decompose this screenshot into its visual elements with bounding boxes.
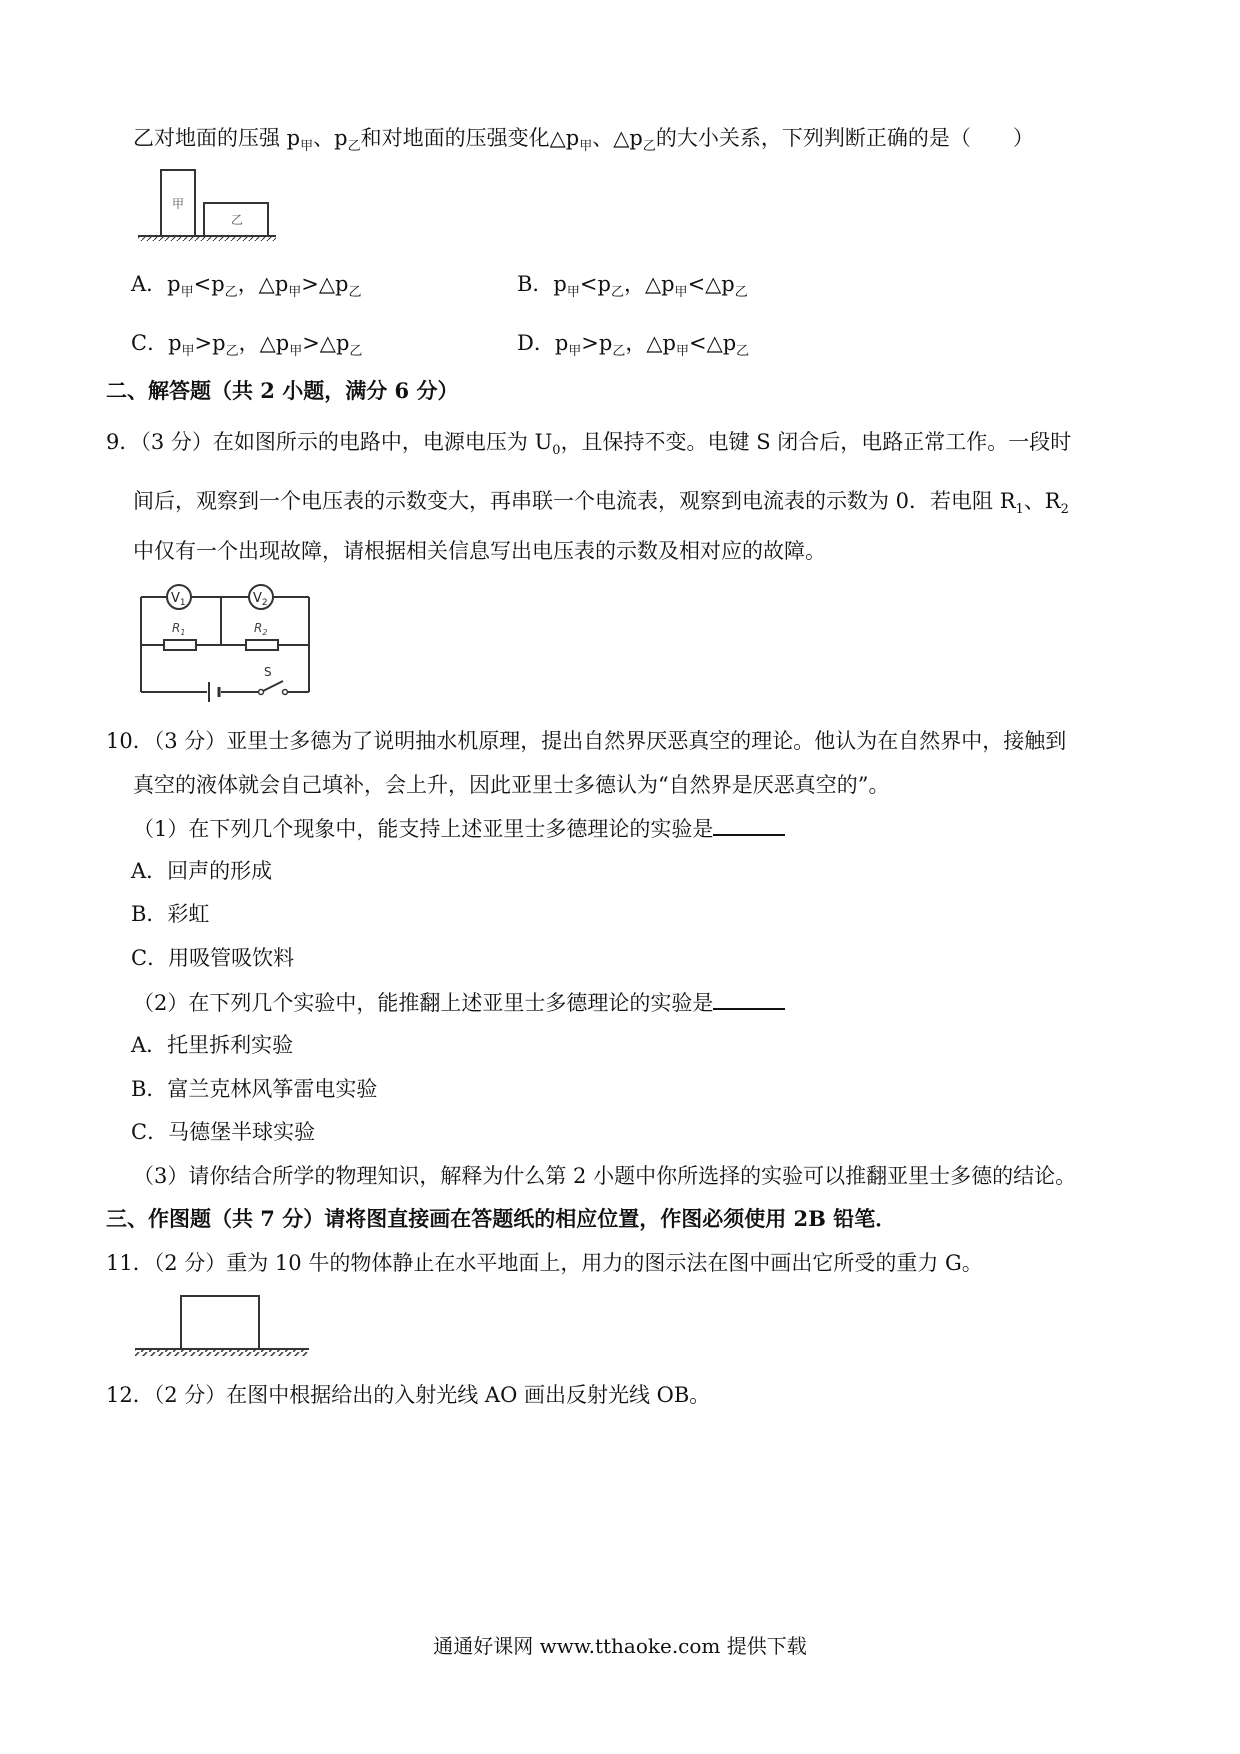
r1-sub: 1 — [180, 628, 186, 637]
r2-label: R — [254, 621, 263, 635]
switch-blade — [263, 681, 283, 691]
q10-sub3-question: （3）请你结合所学的物理知识，解释为什么第 2 小题中你所选择的实验可以推翻亚里士多德的结论。 — [133, 1164, 1077, 1188]
q10-sub2-answer-blank — [713, 988, 785, 1010]
block-jia-label: 甲 — [172, 197, 185, 211]
q8-blocks-figure — [136, 168, 316, 258]
page-footer: 通通好课网 www.tthaoke.com 提供下载 — [433, 1634, 807, 1658]
switch-label: S — [264, 665, 272, 679]
q8-option-d: D．$p_甲>p_乙$，$\triangle p_甲<\triangle p_乙$ — [517, 331, 750, 359]
q8-stem: 乙对地面的压强 $p_甲$、$p_乙$和对地面的压强变化$\triangle p_甲$、$\triangle p_乙$的大小关系，下列判断正确的是（ ） — [133, 126, 1034, 154]
v1-label: V — [171, 591, 180, 606]
section-3-title: 三、作图题（共 7 分）请将图直接画在答题纸的相应位置，作图必须使用 2B 铅笔． — [106, 1206, 897, 1231]
section-2-title: 二、解答题（共 2 小题，满分 6 分） — [106, 378, 459, 403]
q10-line-1: 10．（3 分）亚里士多德为了说明抽水机原理，提出自然界厌恶真空的理论。他认为在自然界中，接触到 — [106, 729, 1067, 753]
q8-option-a: A．$p_甲<p_乙$，$\triangle p_甲>\triangle p_乙$ — [131, 272, 362, 300]
resistor-r2 — [246, 640, 278, 650]
q10-sub2-option-b: B．富兰克林风筝雷电实验 — [131, 1077, 378, 1101]
block-yi-label: 乙 — [231, 213, 244, 227]
r1-label: R — [172, 621, 181, 635]
v2-label: V — [253, 591, 262, 606]
q10-sub2-question: （2）在下列几个实验中，能推翻上述亚里士多德理论的实验是 — [133, 988, 785, 1017]
q10-sub1-question: （1）在下列几个现象中，能支持上述亚里士多德理论的实验是 — [133, 814, 785, 843]
q9-line-2: 间后，观察到一个电压表的示数变大，再串联一个电流表，观察到电流表的示数为 0．若电阻 $R_1$、$R_2$ — [133, 489, 1069, 517]
q9-line-3: 中仅有一个出现故障，请根据相关信息写出电压表的示数及相对应的故障。 — [133, 539, 826, 563]
q11-object-box — [181, 1296, 259, 1349]
r2-sub: 2 — [262, 628, 268, 637]
svg-text:R2 — [254, 621, 267, 637]
resistor-r1 — [164, 640, 196, 650]
q9-circuit-diagram — [133, 579, 323, 704]
q10-sub2-option-c: C．马德堡半球实验 — [131, 1120, 316, 1144]
q10-sub1-option-a: A．回声的形成 — [131, 859, 273, 883]
v2-sub: 2 — [261, 598, 268, 608]
q8-option-c: C．$p_甲>p_乙$，$\triangle p_甲>\triangle p_乙$ — [131, 331, 363, 359]
svg-text:R1 — [172, 621, 185, 637]
q10-sub1-option-b: B．彩虹 — [131, 902, 210, 926]
q10-sub1-answer-blank — [713, 814, 785, 836]
ground-hatch — [138, 236, 276, 241]
q10-sub1-option-c: C．用吸管吸饮料 — [131, 946, 295, 970]
q10-line-2: 真空的液体就会自己填补，会上升，因此亚里士多德认为“自然界是厌恶真空的”。 — [133, 773, 890, 797]
q10-sub2-option-a: A．托里拆利实验 — [131, 1033, 294, 1057]
q8-option-b: B．$p_甲<p_乙$，$\triangle p_甲<\triangle p_乙$ — [517, 272, 748, 300]
q11-box-on-ground-figure — [133, 1292, 323, 1362]
q11-ground-hatch — [135, 1350, 309, 1356]
q12-text: 12．（2 分）在图中根据给出的入射光线 AO 画出反射光线 OB。 — [106, 1383, 711, 1407]
q11-text: 11．（2 分）重为 10 牛的物体静止在水平地面上，用力的图示法在图中画出它所受的重力 G。 — [106, 1251, 983, 1275]
v1-sub: 1 — [179, 598, 186, 608]
switch-contact — [283, 690, 288, 695]
q9-line-1: 9．（3 分）在如图所示的电路中，电源电压为 $U_0$，且保持不变。电键 S 闭合后，电路正常工作。一段时 — [106, 430, 1072, 458]
